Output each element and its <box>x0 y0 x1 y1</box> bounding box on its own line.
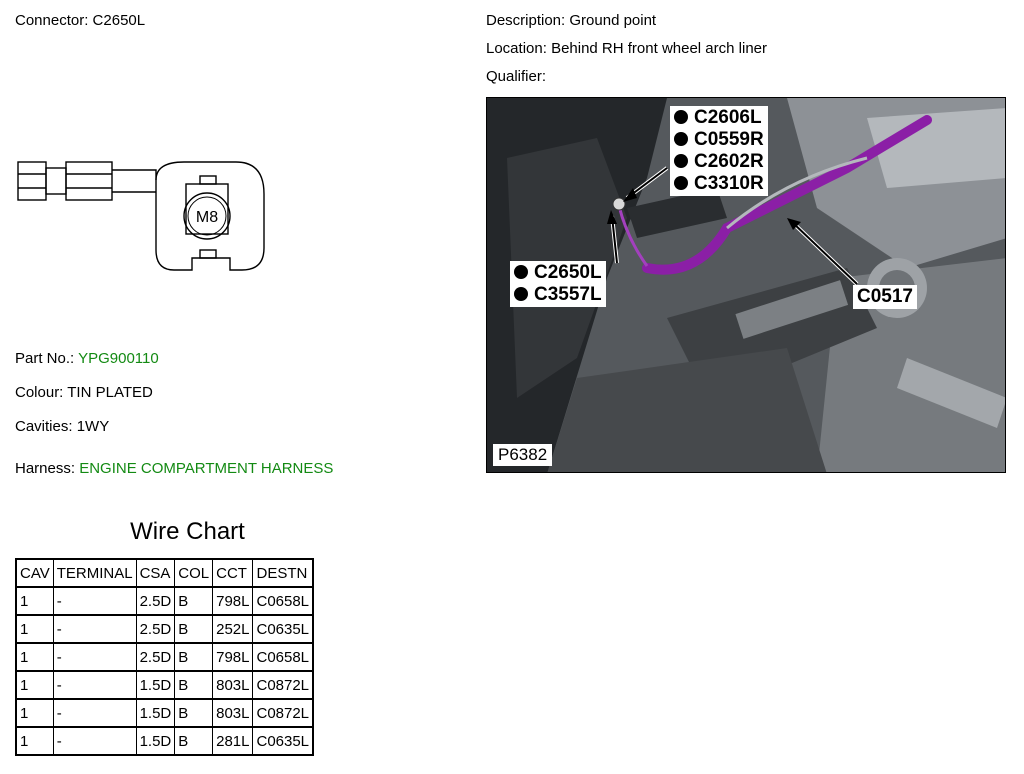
cell-csa: 2.5D <box>136 615 175 643</box>
connector-label: Connector: <box>15 12 89 29</box>
table-row <box>16 727 313 755</box>
cell-csa: 1.5D <box>136 699 175 727</box>
cell-terminal: - <box>53 727 136 755</box>
cavities-line <box>15 418 109 435</box>
location-label: Location: <box>486 40 547 57</box>
bullet-dot-icon <box>514 287 528 301</box>
table-row <box>16 671 313 699</box>
harness-link[interactable]: ENGINE COMPARTMENT HARNESS <box>79 460 334 477</box>
bullet-dot-icon <box>674 154 688 168</box>
callout-label: C2606L <box>694 107 762 128</box>
callout-group-top <box>670 106 768 196</box>
column-header-cct: CCT <box>213 559 253 587</box>
connector-drawing <box>14 150 276 280</box>
cell-cct: 798L <box>213 643 253 671</box>
bullet-dot-icon <box>674 110 688 124</box>
cell-destn: C0872L <box>253 671 313 699</box>
callout-item <box>674 129 764 151</box>
cell-col: B <box>175 643 213 671</box>
callout-item <box>514 262 602 284</box>
cell-terminal: - <box>53 587 136 615</box>
cell-cav: 1 <box>16 727 53 755</box>
column-header-destn: DESTN <box>253 559 313 587</box>
colour-line <box>15 384 153 401</box>
callout-label: C0559R <box>694 129 764 150</box>
cell-destn: C0658L <box>253 643 313 671</box>
callout-item <box>514 284 602 306</box>
table-row <box>16 587 313 615</box>
description-label: Description: <box>486 12 566 29</box>
cell-csa: 1.5D <box>136 671 175 699</box>
cell-csa: 1.5D <box>136 727 175 755</box>
description-line <box>486 12 656 29</box>
cell-terminal: - <box>53 615 136 643</box>
callout-group-left <box>510 261 606 307</box>
callout-label: C3557L <box>534 284 602 305</box>
cell-col: B <box>175 671 213 699</box>
cell-destn: C0635L <box>253 615 313 643</box>
cell-csa: 2.5D <box>136 587 175 615</box>
cell-cav: 1 <box>16 699 53 727</box>
harness-line <box>15 460 333 477</box>
part-number-label: Part No.: <box>15 350 75 367</box>
table-row <box>16 643 313 671</box>
callout-label: C0517 <box>857 286 913 307</box>
cell-cct: 252L <box>213 615 253 643</box>
colour-label: Colour: <box>15 384 64 401</box>
cell-col: B <box>175 587 213 615</box>
callout-item <box>674 151 764 173</box>
cell-cct: 803L <box>213 671 253 699</box>
harness-label: Harness: <box>15 460 76 477</box>
location-value: Behind RH front wheel arch liner <box>551 40 768 57</box>
column-header-terminal: TERMINAL <box>53 559 136 587</box>
connector-line <box>15 12 145 29</box>
cell-terminal: - <box>53 643 136 671</box>
wire-chart-table <box>15 558 314 756</box>
cell-cav: 1 <box>16 643 53 671</box>
column-header-col: COL <box>175 559 213 587</box>
table-row <box>16 615 313 643</box>
cell-cav: 1 <box>16 671 53 699</box>
column-header-cav: CAV <box>16 559 53 587</box>
cell-terminal: - <box>53 671 136 699</box>
column-header-csa: CSA <box>136 559 175 587</box>
cell-cav: 1 <box>16 587 53 615</box>
part-number-line <box>15 350 159 367</box>
photo-reference: P6382 <box>493 444 552 466</box>
cell-destn: C0635L <box>253 727 313 755</box>
callout-item <box>674 173 764 195</box>
bullet-dot-icon <box>514 265 528 279</box>
cavity-label: M8 <box>195 209 219 226</box>
callout-label: C2650L <box>534 262 602 283</box>
bullet-dot-icon <box>674 176 688 190</box>
location-photo <box>486 97 1006 473</box>
table-header-row <box>16 559 313 587</box>
cell-col: B <box>175 699 213 727</box>
cell-destn: C0872L <box>253 699 313 727</box>
callout-item <box>674 107 764 129</box>
wire-chart-title: Wire Chart <box>130 518 245 545</box>
bullet-dot-icon <box>674 132 688 146</box>
cavities-label: Cavities: <box>15 418 73 435</box>
callout-label: C2602R <box>694 151 764 172</box>
description-value: Ground point <box>569 12 657 29</box>
cell-terminal: - <box>53 699 136 727</box>
cell-csa: 2.5D <box>136 643 175 671</box>
qualifier-line <box>486 68 546 85</box>
cell-col: B <box>175 615 213 643</box>
location-line <box>486 40 767 57</box>
connector-value: C2650L <box>92 12 146 29</box>
cavities-value: 1WY <box>76 418 110 435</box>
cell-cct: 803L <box>213 699 253 727</box>
cell-destn: C0658L <box>253 587 313 615</box>
part-number-link[interactable]: YPG900110 <box>78 350 159 367</box>
cell-cct: 798L <box>213 587 253 615</box>
cell-cct: 281L <box>213 727 253 755</box>
callout-label: C3310R <box>694 173 764 194</box>
callout-right <box>853 285 917 309</box>
colour-value: TIN PLATED <box>67 384 153 401</box>
qualifier-label: Qualifier: <box>486 68 547 85</box>
table-row <box>16 699 313 727</box>
cell-col: B <box>175 727 213 755</box>
cell-cav: 1 <box>16 615 53 643</box>
